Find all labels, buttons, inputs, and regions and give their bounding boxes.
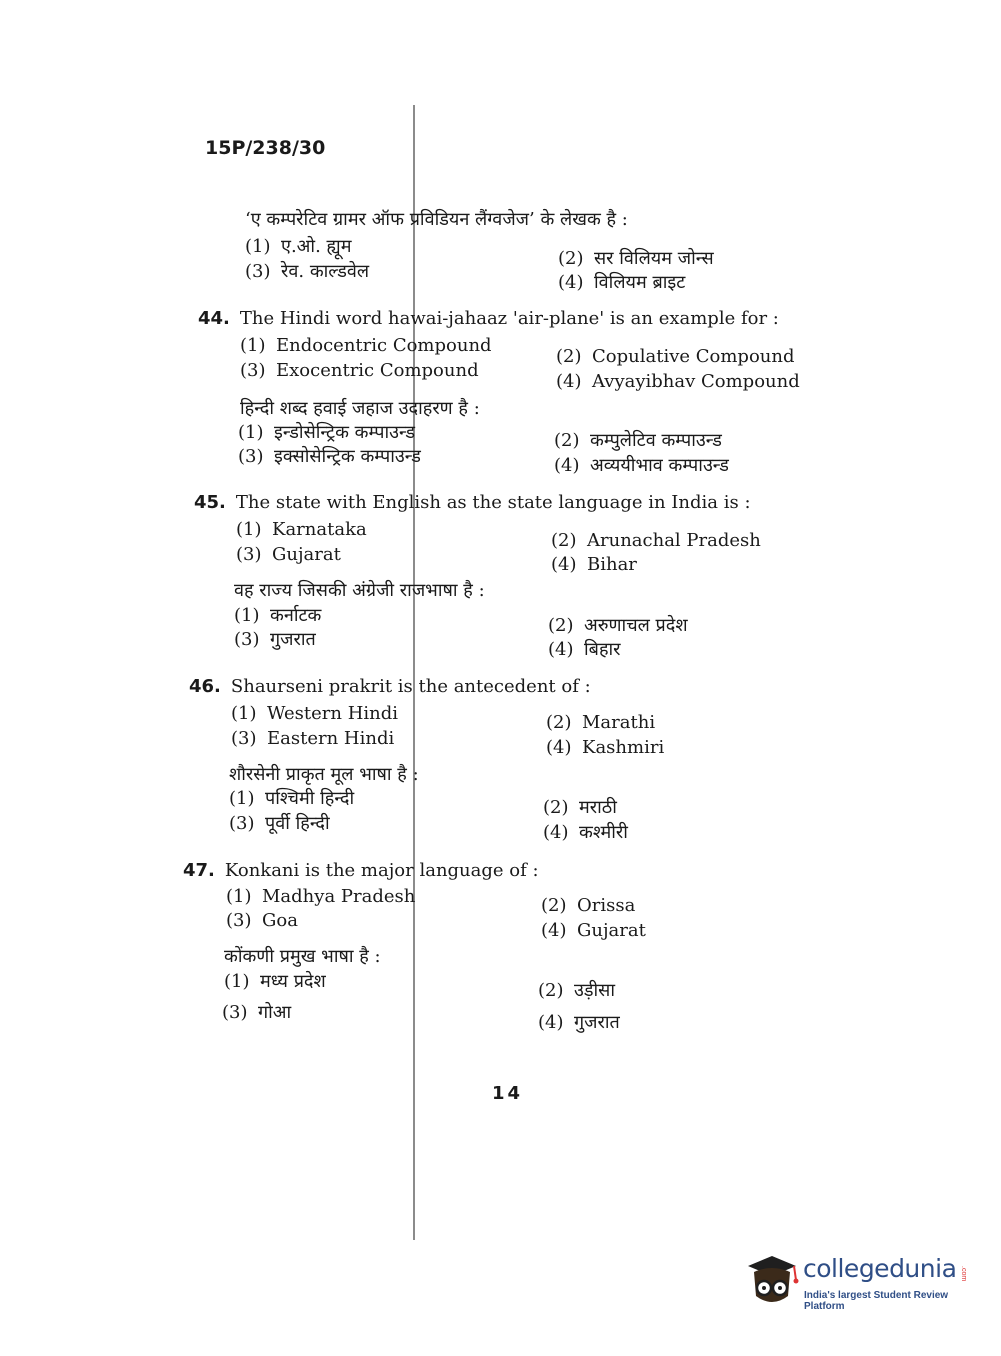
- question-44-option-4-hi: (4) अव्ययीभाव कम्पाउन्ड: [554, 455, 729, 476]
- brand-name: collegedunia: [803, 1254, 957, 1283]
- page-number: 14: [492, 1083, 524, 1104]
- question-number: 45.: [194, 492, 226, 513]
- question-43-option-1-hi: (1) ए.ओ. ह्यूम: [245, 236, 352, 257]
- question-46-option-2-hi: (2) मराठी: [543, 797, 617, 818]
- question-44-option-2-en: (2) Copulative Compound: [556, 346, 795, 367]
- question-46-option-1-hi: (1) पश्चिमी हिन्दी: [229, 788, 355, 809]
- question-47-stem-hi: कोंकणी प्रमुख भाषा है :: [224, 946, 381, 967]
- question-number: 46.: [189, 676, 221, 697]
- question-45-option-2-en: (2) Arunachal Pradesh: [551, 530, 761, 551]
- question-45-option-2-hi: (2) अरुणाचल प्रदेश: [548, 615, 688, 636]
- page-fold-line: [413, 105, 415, 1240]
- question-43-option-3-hi: (3) रेव. काल्डवेल: [245, 261, 370, 282]
- question-46-option-1-en: (1) Western Hindi: [231, 703, 399, 724]
- question-45-option-3-hi: (3) गुजरात: [234, 629, 316, 650]
- question-44-option-3-hi: (3) इक्सोसेन्ट्रिक कम्पाउन्ड: [238, 446, 421, 467]
- question-43-stem-hi: ‘ए कम्परेटिव ग्रामर ऑफ प्रविडियन लैंग्वजेज’ के लेखक है :: [245, 209, 628, 230]
- question-47-option-2-hi: (2) उड़ीसा: [538, 980, 615, 1001]
- question-number: 44.: [198, 308, 230, 329]
- question-47-option-1-en: (1) Madhya Pradesh: [226, 886, 416, 907]
- question-45-option-1-hi: (1) कर्नाटक: [234, 605, 322, 626]
- paper-code: 15P/238/30: [205, 137, 326, 159]
- question-number: 47.: [183, 860, 215, 881]
- question-47-option-3-en: (3) Goa: [226, 910, 298, 931]
- question-47-option-4-hi: (4) गुजरात: [538, 1012, 620, 1033]
- question-44-option-1-en: (1) Endocentric Compound: [240, 335, 492, 356]
- question-46-option-2-en: (2) Marathi: [546, 712, 656, 733]
- question-45-option-4-en: (4) Bihar: [551, 554, 637, 575]
- question-43-option-4-hi: (4) विलियम ब्राइट: [558, 272, 686, 293]
- brand-suffix: .com: [960, 1266, 967, 1282]
- brand-tagline: India's largest Student Review Platform: [804, 1290, 949, 1312]
- question-45-option-1-en: (1) Karnataka: [236, 519, 367, 540]
- student-mascot-icon: [742, 1250, 802, 1310]
- question-47-option-4-en: (4) Gujarat: [541, 920, 646, 941]
- question-45-option-3-en: (3) Gujarat: [236, 544, 341, 565]
- question-43-option-2-hi: (2) सर विलियम जोन्स: [558, 248, 714, 269]
- question-45-option-4-hi: (4) बिहार: [548, 639, 621, 660]
- question-47-option-3-hi: (3) गोआ: [222, 1002, 292, 1023]
- question-44-stem-en: 44. The Hindi word hawai-jahaaz 'air-plane' is an example for :: [198, 308, 779, 329]
- question-46-option-3-hi: (3) पूर्वी हिन्दी: [229, 813, 330, 834]
- question-47-option-1-hi: (1) मध्य प्रदेश: [224, 971, 326, 992]
- question-44-option-4-en: (4) Avyayibhav Compound: [556, 371, 800, 392]
- question-44-option-3-en: (3) Exocentric Compound: [240, 360, 479, 381]
- question-46-option-3-en: (3) Eastern Hindi: [231, 728, 395, 749]
- question-46-stem-hi: शौरसेनी प्राकृत मूल भाषा है :: [229, 764, 419, 785]
- question-45-stem-en: 45. The state with English as the state language in India is :: [194, 492, 751, 513]
- question-44-option-2-hi: (2) कम्पुलेटिव कम्पाउन्ड: [554, 430, 722, 451]
- question-46-stem-en: 46. Shaurseni prakrit is the antecedent of :: [189, 676, 591, 697]
- brand-logo: [742, 1250, 972, 1312]
- question-46-option-4-en: (4) Kashmiri: [546, 737, 665, 758]
- question-45-stem-hi: वह राज्य जिसकी अंग्रेजी राजभाषा है :: [234, 580, 485, 601]
- question-47-option-2-en: (2) Orissa: [541, 895, 636, 916]
- question-44-option-1-hi: (1) इन्डोसेन्ट्रिक कम्पाउन्ड: [238, 422, 416, 443]
- question-47-stem-en: 47. Konkani is the major language of :: [183, 860, 539, 881]
- question-44-stem-hi: हिन्दी शब्द हवाई जहाज उदाहरण है :: [240, 398, 480, 419]
- question-46-option-4-hi: (4) कश्मीरी: [543, 822, 628, 843]
